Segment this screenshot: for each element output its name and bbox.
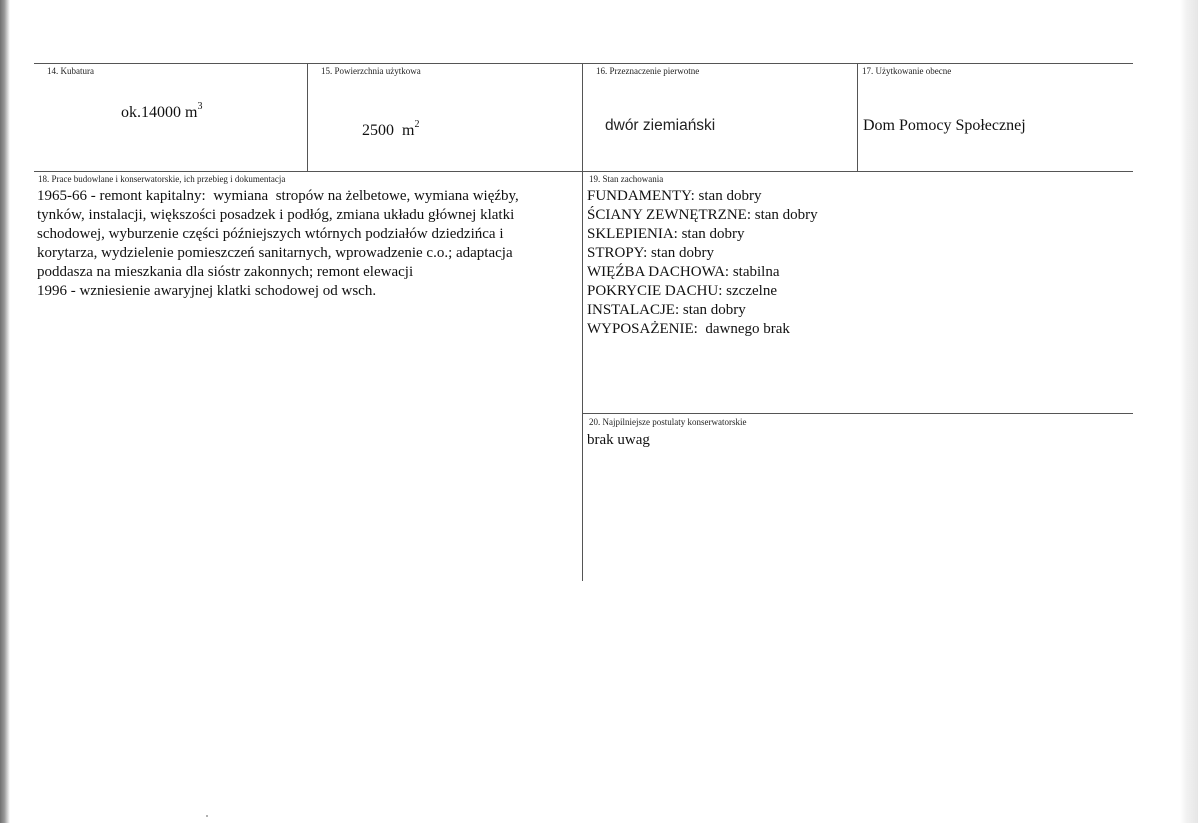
field-20-value: brak uwag	[587, 432, 650, 448]
field-15-number: 2500 m	[362, 122, 415, 139]
scan-right-edge	[1180, 0, 1198, 823]
field-19-line: WYPOSAŻENIE: dawnego brak	[587, 321, 790, 337]
field-19-line: WIĘŹBA DACHOWA: stabilna	[587, 264, 780, 280]
field-18-label: 18. Prace budowlane i konserwatorskie, ich przebieg i dokumentacja	[38, 174, 286, 184]
row-divider-1	[34, 171, 1133, 172]
field-18-line: korytarza, wydzielenie pomieszczeń sanitarnych, wprowadzenie c.o.; adaptacja	[37, 245, 513, 261]
field-19-line: SKLEPIENIA: stan dobry	[587, 226, 745, 242]
field-15-label: 15. Powierzchnia użytkowa	[321, 66, 421, 76]
column-divider-2	[582, 63, 583, 581]
field-14-label: 14. Kubatura	[47, 66, 94, 76]
field-17-label: 17. Użytkowanie obecne	[862, 66, 952, 76]
field-19-line: POKRYCIE DACHU: szczelne	[587, 283, 777, 299]
field-18-line: 1996 - wzniesienie awaryjnej klatki schodowej od wsch.	[37, 283, 377, 299]
field-19-line: FUNDAMENTY: stan dobry	[587, 188, 762, 204]
field-18-line: tynków, instalacji, większości posadzek i podłóg, zmiana układu głównej klatki	[37, 207, 515, 223]
field-14-number: ok.14000 m	[121, 104, 198, 121]
scan-left-edge	[0, 0, 10, 823]
form-top-border	[34, 63, 1133, 64]
field-14-value	[121, 101, 203, 122]
field-19-line: INSTALACJE: stan dobry	[587, 302, 746, 318]
field-18-line: poddasza na mieszkania dla sióstr zakonnych; remont elewacji	[37, 264, 414, 280]
field-18-line: schodowej, wyburzenie części późniejszych wtórnych podziałów dziedzińca i	[37, 226, 504, 242]
field-18-line: 1965-66 - remont kapitalny: wymiana stropów na żelbetowe, wymiana więźby,	[37, 188, 519, 204]
column-divider-1	[307, 63, 308, 172]
field-15-unit-exponent: 2	[414, 119, 420, 130]
scan-speck	[206, 815, 208, 817]
field-17-value: Dom Pomocy Społecznej	[863, 117, 1026, 134]
field-20-label: 20. Najpilniejsze postulaty konserwatorskie	[589, 417, 747, 427]
field-19-line: ŚCIANY ZEWNĘTRZNE: stan dobry	[587, 207, 818, 223]
column-divider-3	[857, 63, 858, 172]
field-19-label: 19. Stan zachowania	[589, 174, 664, 184]
field-14-unit-exponent: 3	[197, 101, 203, 112]
section-19-20-divider	[582, 413, 1133, 414]
field-15-value	[354, 104, 419, 140]
field-16-value: dwór ziemiański	[605, 117, 716, 134]
field-19-line: STROPY: stan dobry	[587, 245, 714, 261]
field-16-label: 16. Przeznaczenie pierwotne	[596, 66, 700, 76]
